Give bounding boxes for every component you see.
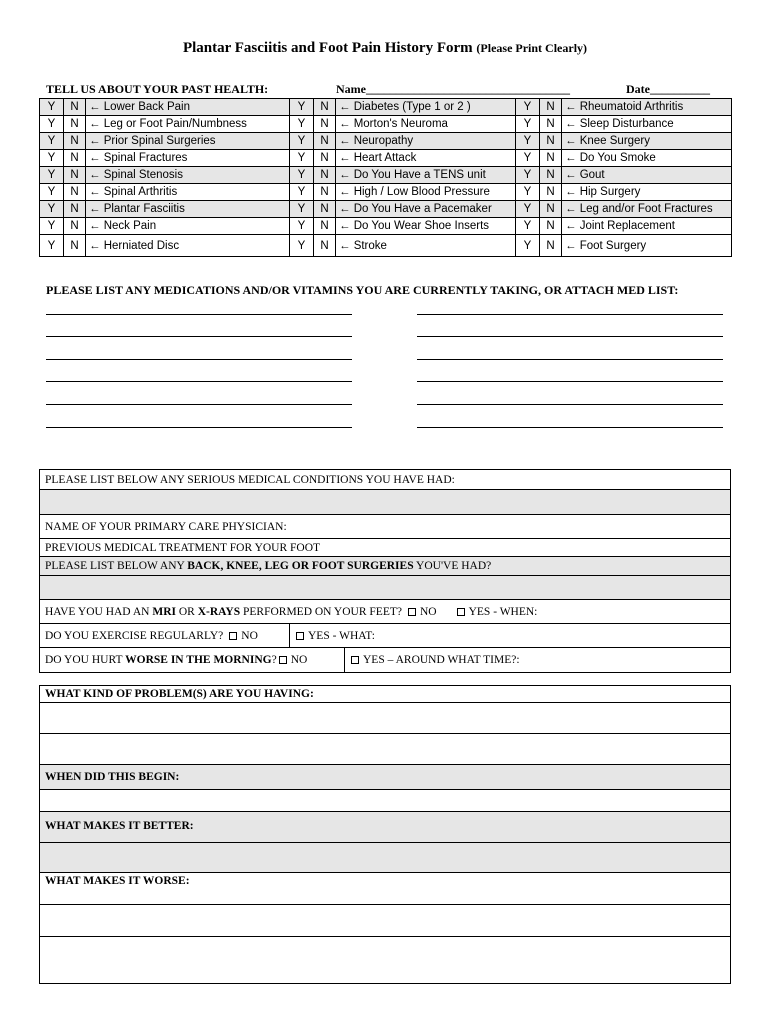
health-row (40, 235, 732, 257)
form-title (0, 40, 770, 57)
condition-label: ← Joint Replacement (562, 218, 732, 235)
condition-label: ← Plantar Fasciitis (86, 201, 290, 218)
begin-label-row (40, 765, 730, 790)
yes-option[interactable]: Y (40, 99, 64, 116)
medication-line[interactable] (46, 427, 352, 428)
morning-no-label: NO (290, 654, 308, 666)
condition-label: ← Spinal Fractures (86, 150, 290, 167)
problem-box (39, 685, 731, 984)
serious-conditions-label-row (40, 470, 730, 490)
mri-row (40, 600, 730, 624)
health-row (40, 218, 732, 235)
condition-label: ← Leg or Foot Pain/Numbness (86, 116, 290, 133)
exercise-yes-checkbox[interactable] (296, 632, 304, 640)
condition-label: ← Heart Attack (336, 150, 516, 167)
yes-option[interactable]: Y (516, 133, 540, 150)
no-option[interactable]: N (314, 167, 336, 184)
medication-line[interactable] (417, 336, 723, 337)
mri-question: HAVE YOU HAD AN MRI OR X-RAYS PERFORMED ON YOUR FEET? NO YES - WHEN: (45, 605, 538, 618)
serious-conditions-field[interactable] (40, 490, 730, 515)
health-row (40, 150, 732, 167)
health-row (40, 201, 732, 218)
condition-label: ← Lower Back Pain (86, 99, 290, 116)
medications-header: PLEASE LIST ANY MEDICATIONS AND/OR VITAMINS YOU ARE CURRENTLY TAKING, OR ATTACH MED LIST: (46, 283, 679, 297)
yes-option[interactable]: Y (40, 201, 64, 218)
condition-label: ← Spinal Stenosis (86, 167, 290, 184)
condition-label: ← Do You Wear Shoe Inserts (336, 218, 516, 235)
date-field[interactable]: Date__________ (626, 82, 710, 96)
no-option[interactable]: N (314, 218, 336, 235)
medication-line[interactable] (46, 381, 352, 382)
worse-label: WHAT MAKES IT WORSE: (45, 875, 190, 887)
exercise-question: DO YOU EXERCISE REGULARLY? NO (45, 629, 258, 642)
medication-line[interactable] (417, 381, 723, 382)
mri-no-label: NO (419, 605, 437, 618)
no-option[interactable]: N (540, 116, 562, 133)
yes-option[interactable]: Y (290, 167, 314, 184)
no-option[interactable]: N (540, 167, 562, 184)
medication-line[interactable] (46, 336, 352, 337)
primary-physician-label: NAME OF YOUR PRIMARY CARE PHYSICIAN: (45, 520, 287, 533)
yes-option[interactable]: Y (516, 218, 540, 235)
mri-yes-label: YES - WHEN: (468, 605, 538, 618)
form-title-text: Plantar Fasciitis and Foot Pain History Form (182, 40, 473, 56)
past-health-header (44, 82, 730, 96)
condition-label: ← Sleep Disturbance (562, 116, 732, 133)
no-option[interactable]: N (540, 235, 562, 257)
no-option[interactable]: N (314, 150, 336, 167)
begin-field[interactable] (40, 790, 730, 812)
morning-question: DO YOU HURT WORSE IN THE MORNING? NO (45, 654, 308, 666)
condition-label: ← Rheumatoid Arthritis (562, 99, 732, 116)
condition-label: ← Do You Have a Pacemaker (336, 201, 516, 218)
better-field[interactable] (40, 843, 730, 873)
condition-label: ← Morton's Neuroma (336, 116, 516, 133)
morning-row (40, 648, 730, 672)
mri-no-checkbox[interactable] (408, 608, 416, 616)
better-label: WHAT MAKES IT BETTER: (45, 820, 194, 832)
medication-line[interactable] (417, 314, 723, 315)
yes-option[interactable]: Y (40, 150, 64, 167)
no-option[interactable]: N (64, 218, 86, 235)
medication-line[interactable] (417, 404, 723, 405)
yes-option[interactable]: Y (40, 167, 64, 184)
health-row (40, 116, 732, 133)
condition-label: ← Neuropathy (336, 133, 516, 150)
morning-yes-checkbox[interactable] (351, 656, 359, 664)
condition-label: ← Herniated Disc (86, 235, 290, 257)
worse-field-1[interactable] (40, 905, 730, 937)
health-row (40, 184, 732, 201)
morning-no-checkbox[interactable] (279, 656, 287, 664)
medication-line[interactable] (417, 359, 723, 360)
mri-yes-checkbox[interactable] (457, 608, 465, 616)
yes-option[interactable]: Y (516, 99, 540, 116)
no-option[interactable]: N (540, 150, 562, 167)
yes-option[interactable]: Y (290, 99, 314, 116)
yes-option[interactable]: Y (516, 201, 540, 218)
begin-label: WHEN DID THIS BEGIN: (45, 771, 180, 783)
surgeries-label-row (40, 557, 730, 576)
no-option[interactable]: N (314, 235, 336, 257)
condition-label: ← Leg and/or Foot Fractures (562, 201, 732, 218)
worse-field-2[interactable] (40, 937, 730, 983)
previous-treatment-label: PREVIOUS MEDICAL TREATMENT FOR YOUR FOOT (45, 541, 321, 554)
yes-option[interactable]: Y (516, 167, 540, 184)
yes-option[interactable]: Y (290, 116, 314, 133)
condition-label: ← Hip Surgery (562, 184, 732, 201)
problem-kind-field-2[interactable] (40, 734, 730, 765)
condition-label: ← Neck Pain (86, 218, 290, 235)
yes-option[interactable]: Y (290, 218, 314, 235)
condition-label: ← Gout (562, 167, 732, 184)
yes-option[interactable]: Y (290, 133, 314, 150)
yes-option[interactable]: Y (40, 218, 64, 235)
yes-option[interactable]: Y (40, 235, 64, 257)
yes-option[interactable]: Y (516, 184, 540, 201)
condition-label: ← Prior Spinal Surgeries (86, 133, 290, 150)
no-option[interactable]: N (64, 184, 86, 201)
no-option[interactable]: N (64, 201, 86, 218)
no-option[interactable]: N (314, 99, 336, 116)
yes-option[interactable]: Y (290, 184, 314, 201)
morning-yes-label: YES – AROUND WHAT TIME?: (363, 654, 520, 666)
yes-option[interactable]: Y (40, 184, 64, 201)
exercise-yes-cell (289, 624, 375, 647)
problem-kind-label-row (40, 686, 730, 703)
health-row (40, 133, 732, 150)
medication-line[interactable] (46, 404, 352, 405)
serious-conditions-label: PLEASE LIST BELOW ANY SERIOUS MEDICAL CONDITIONS YOU HAVE HAD: (45, 473, 455, 486)
yes-option[interactable]: Y (40, 133, 64, 150)
better-label-row (40, 812, 730, 843)
yes-option[interactable]: Y (290, 235, 314, 257)
condition-label: ← Foot Surgery (562, 235, 732, 257)
health-row (40, 167, 732, 184)
primary-physician-row[interactable] (40, 515, 730, 539)
health-row (40, 99, 732, 116)
yes-option[interactable]: Y (516, 235, 540, 257)
no-option[interactable]: N (540, 218, 562, 235)
condition-label: ← Do You Have a TENS unit (336, 167, 516, 184)
previous-treatment-row[interactable] (40, 539, 730, 557)
problem-kind-field-1[interactable] (40, 703, 730, 734)
no-option[interactable]: N (64, 116, 86, 133)
exercise-row (40, 624, 730, 648)
medical-history-box (39, 469, 731, 673)
yes-option[interactable]: Y (516, 116, 540, 133)
condition-label: ← Knee Surgery (562, 133, 732, 150)
no-option[interactable]: N (540, 201, 562, 218)
exercise-no-checkbox[interactable] (229, 632, 237, 640)
surgeries-label: PLEASE LIST BELOW ANY BACK, KNEE, LEG OR FOOT SURGERIES YOU'VE HAD? (45, 560, 492, 572)
condition-label: ← Diabetes (Type 1 or 2 ) (336, 99, 516, 116)
morning-yes-cell (344, 648, 520, 672)
yes-option[interactable]: Y (40, 116, 64, 133)
exercise-yes-label: YES - WHAT: (308, 629, 375, 642)
no-option[interactable]: N (314, 133, 336, 150)
condition-label: ← Spinal Arthritis (86, 184, 290, 201)
medication-line[interactable] (46, 314, 352, 315)
yes-option[interactable]: Y (290, 201, 314, 218)
no-option[interactable]: N (64, 133, 86, 150)
worse-label-row (40, 873, 730, 905)
past-health-label: TELL US ABOUT YOUR PAST HEALTH: (46, 82, 269, 96)
no-option[interactable]: N (540, 133, 562, 150)
condition-label: ← Do You Smoke (562, 150, 732, 167)
problem-kind-label: WHAT KIND OF PROBLEM(S) ARE YOU HAVING: (45, 688, 314, 700)
past-health-table (39, 98, 732, 257)
no-option[interactable]: N (64, 99, 86, 116)
no-option[interactable]: N (540, 184, 562, 201)
yes-option[interactable]: Y (290, 150, 314, 167)
condition-label: ← High / Low Blood Pressure (336, 184, 516, 201)
no-option[interactable]: N (540, 99, 562, 116)
no-option[interactable]: N (64, 235, 86, 257)
exercise-no-label: NO (241, 629, 258, 642)
no-option[interactable]: N (64, 150, 86, 167)
no-option[interactable]: N (314, 116, 336, 133)
condition-label: ← Stroke (336, 235, 516, 257)
name-field[interactable]: Name__________________________________ (336, 82, 570, 96)
no-option[interactable]: N (314, 201, 336, 218)
medication-line[interactable] (417, 427, 723, 428)
surgeries-field[interactable] (40, 576, 730, 600)
form-title-note: (Please Print Clearly) (476, 41, 588, 55)
no-option[interactable]: N (314, 184, 336, 201)
medication-line[interactable] (46, 359, 352, 360)
yes-option[interactable]: Y (516, 150, 540, 167)
no-option[interactable]: N (64, 167, 86, 184)
